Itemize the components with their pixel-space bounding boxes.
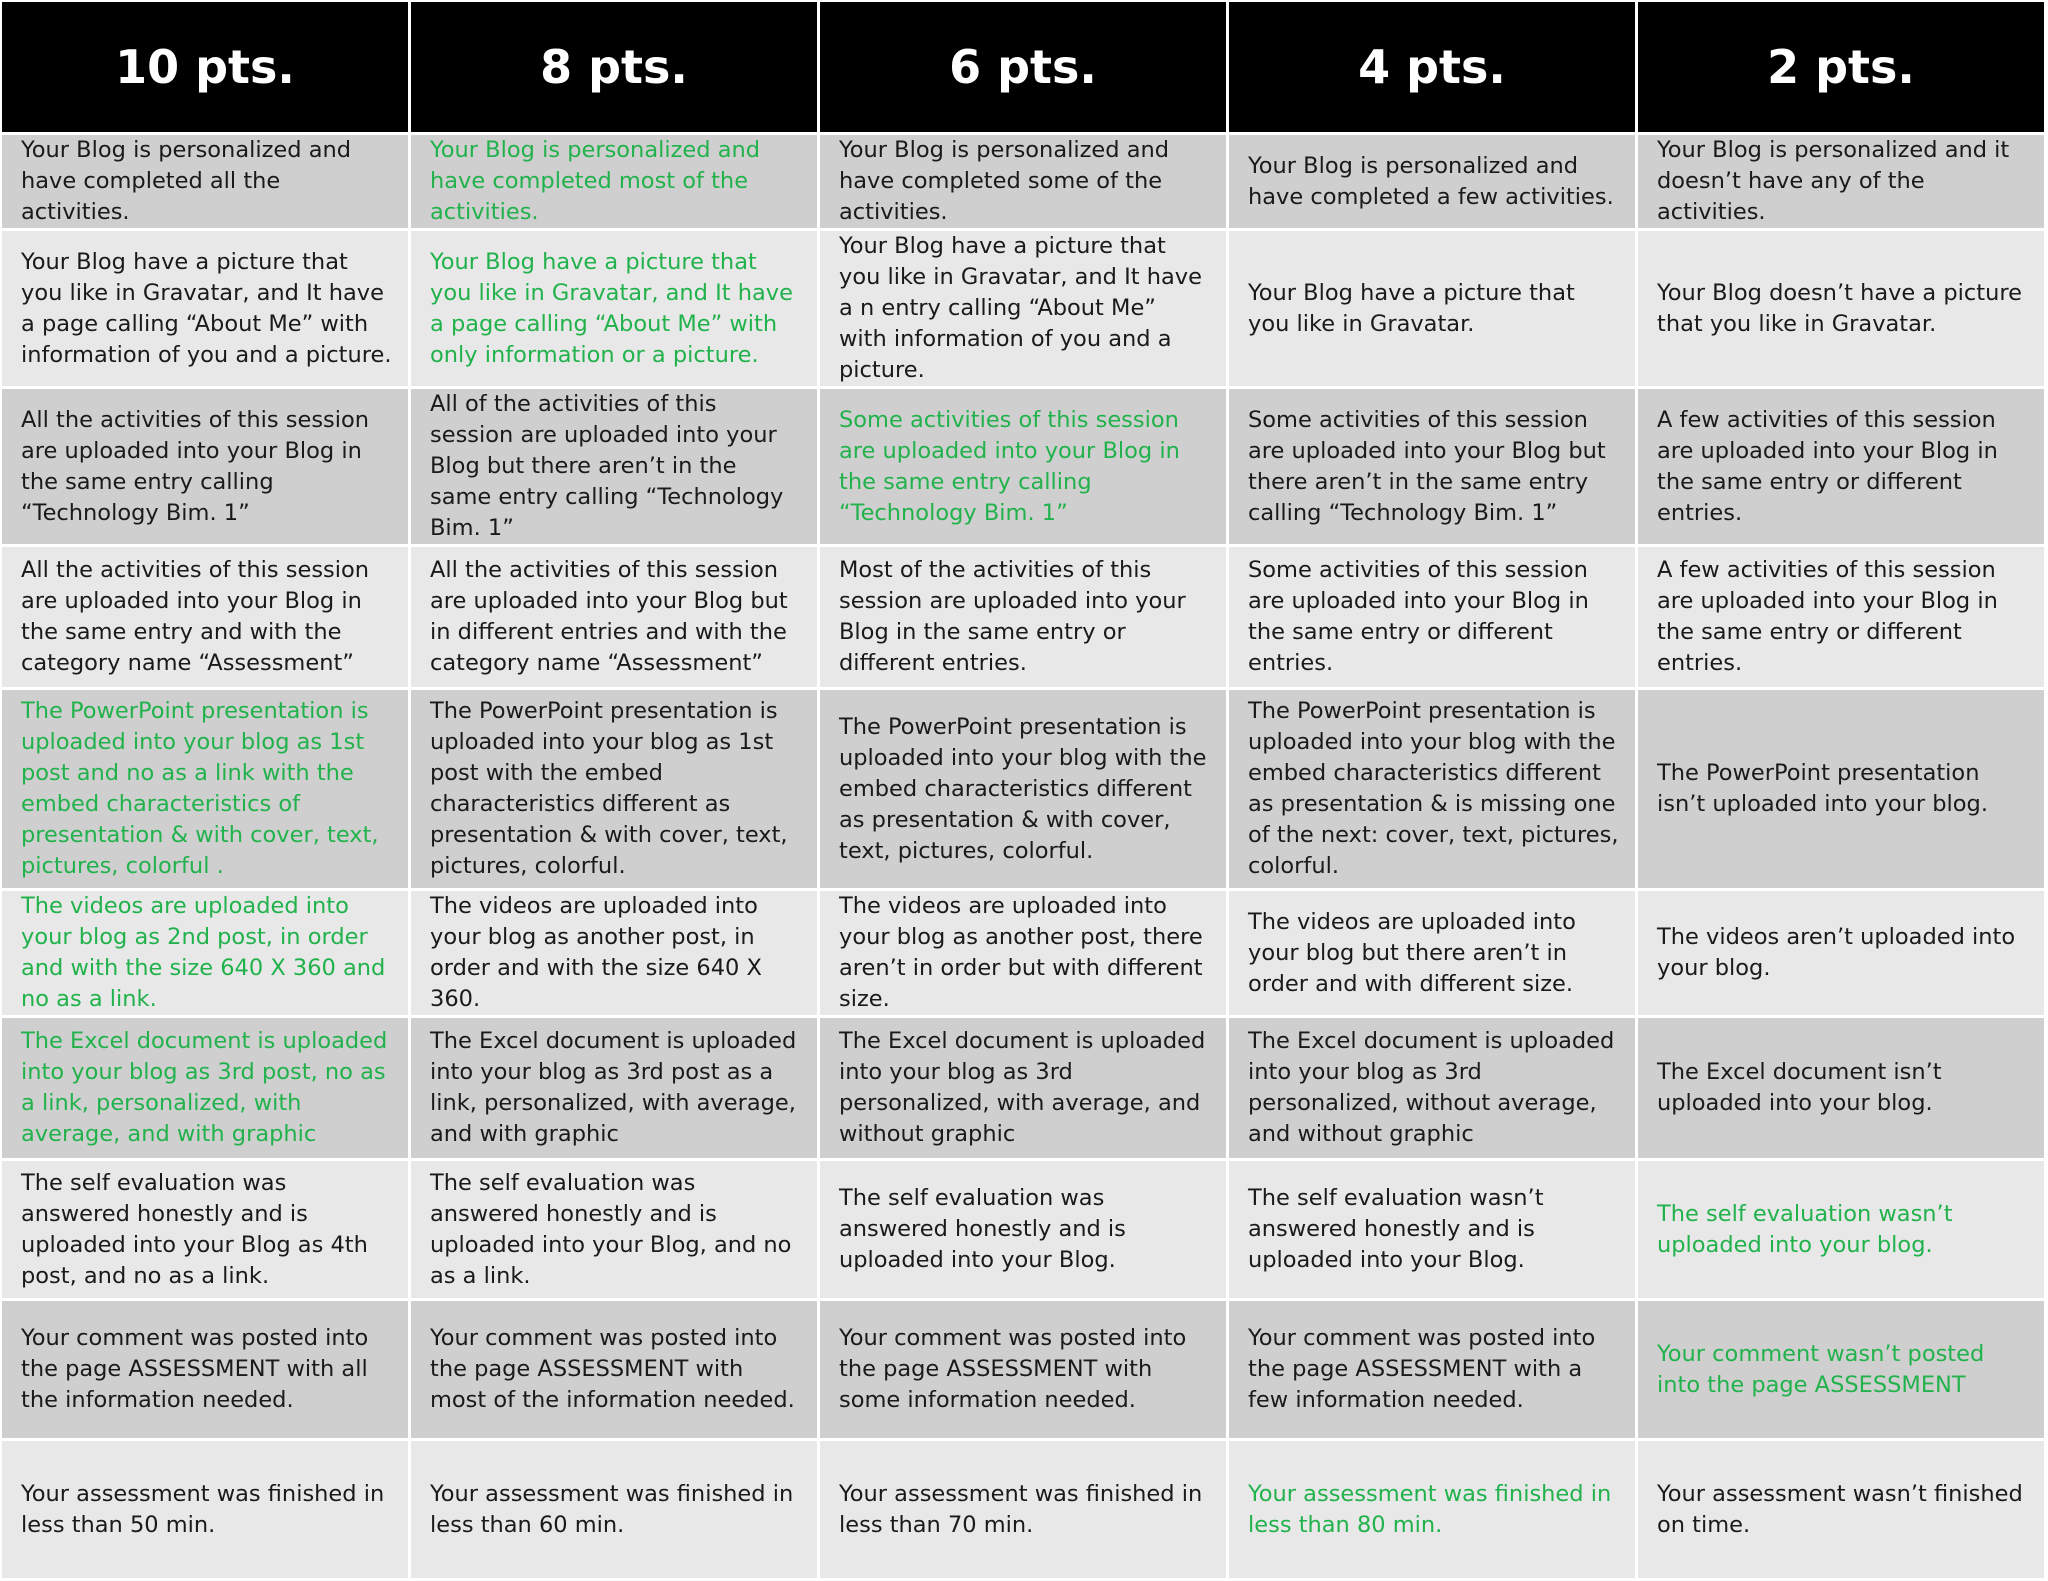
- header-10-pts: 10 pts.: [2, 2, 408, 132]
- criterion-cell: The Excel document is uploaded into your blog as 3rd personalized, without average, and without graphic: [1229, 1018, 1635, 1158]
- criterion-cell: Some activities of this session are uploaded into your Blog in the same entry or different entries.: [1229, 547, 1635, 687]
- header-2-pts: 2 pts.: [1638, 2, 2044, 132]
- criterion-cell: All the activities of this session are uploaded into your Blog in the same entry calling “Technology Bim. 1”: [2, 389, 408, 544]
- header-4-pts: 4 pts.: [1229, 2, 1635, 132]
- criterion-cell-highlighted: The videos are uploaded into your blog as 2nd post, in order and with the size 640 X 360 and no as a link.: [2, 891, 408, 1015]
- criterion-cell: All the activities of this session are uploaded into your Blog in the same entry and with the category name “Assessment”: [2, 547, 408, 687]
- criterion-cell: The self evaluation was answered honestly and is uploaded into your Blog, and no as a link.: [411, 1161, 817, 1298]
- table-row: [2, 1301, 2044, 1438]
- criterion-cell: The Excel document is uploaded into your blog as 3rd post as a link, personalized, with average, and with graphic: [411, 1018, 817, 1158]
- criterion-cell: The PowerPoint presentation is uploaded into your blog with the embed characteristics different as presentation & with cover, text, pictures, colorful.: [820, 690, 1226, 888]
- criterion-cell: Your Blog is personalized and it doesn’t have any of the activities.: [1638, 135, 2044, 228]
- criterion-cell: The self evaluation was answered honestly and is uploaded into your Blog.: [820, 1161, 1226, 1298]
- criterion-cell-highlighted: The Excel document is uploaded into your blog as 3rd post, no as a link, personalized, with average, and with graphic: [2, 1018, 408, 1158]
- table-row: [2, 1161, 2044, 1298]
- criterion-cell: A few activities of this session are uploaded into your Blog in the same entry or different entries.: [1638, 547, 2044, 687]
- criterion-cell: Some activities of this session are uploaded into your Blog but there aren’t in the same entry calling “Technology Bim. 1”: [1229, 389, 1635, 544]
- criterion-cell: Your Blog is personalized and have completed a few activities.: [1229, 135, 1635, 228]
- table-row: [2, 1018, 2044, 1158]
- criterion-cell: The self evaluation was answered honestly and is uploaded into your Blog as 4th post, and no as a link.: [2, 1161, 408, 1298]
- header-6-pts: 6 pts.: [820, 2, 1226, 132]
- criterion-cell: The PowerPoint presentation is uploaded into your blog as 1st post with the embed characteristics different as presentation & with cover, text, pictures, colorful.: [411, 690, 817, 888]
- table-row: [2, 891, 2044, 1015]
- criterion-cell: Your comment was posted into the page ASSESSMENT with all the information needed.: [2, 1301, 408, 1438]
- criterion-cell: Your Blog is personalized and have completed all the activities.: [2, 135, 408, 228]
- criterion-cell: Your Blog have a picture that you like in Gravatar, and It have a n entry calling “About Me” with information of you and a picture.: [820, 231, 1226, 386]
- criterion-cell: Your Blog have a picture that you like in Gravatar.: [1229, 231, 1635, 386]
- criterion-cell: Your Blog have a picture that you like in Gravatar, and It have a page calling “About Me” with information of you and a picture.: [2, 231, 408, 386]
- criterion-cell: A few activities of this session are uploaded into your Blog in the same entry or different entries.: [1638, 389, 2044, 544]
- criterion-cell: Your assessment was finished in less than 60 min.: [411, 1441, 817, 1578]
- table-row: [2, 690, 2044, 888]
- criterion-cell: Your comment was posted into the page ASSESSMENT with most of the information needed.: [411, 1301, 817, 1438]
- criterion-cell: All the activities of this session are uploaded into your Blog but in different entries and with the category name “Assessment”: [411, 547, 817, 687]
- criterion-cell-highlighted: Your Blog is personalized and have completed most of the activities.: [411, 135, 817, 228]
- criterion-cell: Your assessment was finished in less than 70 min.: [820, 1441, 1226, 1578]
- criterion-cell: Your assessment wasn’t finished on time.: [1638, 1441, 2044, 1578]
- criterion-cell: Your comment was posted into the page ASSESSMENT with a few information needed.: [1229, 1301, 1635, 1438]
- criterion-cell-highlighted: Your assessment was finished in less than 80 min.: [1229, 1441, 1635, 1578]
- criterion-cell-highlighted: The self evaluation wasn’t uploaded into your blog.: [1638, 1161, 2044, 1298]
- criterion-cell: The videos aren’t uploaded into your blog.: [1638, 891, 2044, 1015]
- header-8-pts: 8 pts.: [411, 2, 817, 132]
- criterion-cell-highlighted: Your comment wasn’t posted into the page ASSESSMENT: [1638, 1301, 2044, 1438]
- criterion-cell: Most of the activities of this session are uploaded into your Blog in the same entry or different entries.: [820, 547, 1226, 687]
- criterion-cell-highlighted: Your Blog have a picture that you like in Gravatar, and It have a page calling “About Me” with only information or a picture.: [411, 231, 817, 386]
- criterion-cell: All of the activities of this session are uploaded into your Blog but there aren’t in the same entry calling “Technology Bim. 1”: [411, 389, 817, 544]
- table-row: [2, 547, 2044, 687]
- criterion-cell: The Excel document isn’t uploaded into your blog.: [1638, 1018, 2044, 1158]
- criterion-cell-highlighted: Some activities of this session are uploaded into your Blog in the same entry calling “Technology Bim. 1”: [820, 389, 1226, 544]
- criterion-cell: The PowerPoint presentation isn’t uploaded into your blog.: [1638, 690, 2044, 888]
- criterion-cell: Your Blog doesn’t have a picture that you like in Gravatar.: [1638, 231, 2044, 386]
- criterion-cell-highlighted: The PowerPoint presentation is uploaded into your blog as 1st post and no as a link with the embed characteristics of presentation & with cover, text, pictures, colorful .: [2, 690, 408, 888]
- criterion-cell: The Excel document is uploaded into your blog as 3rd personalized, with average, and without graphic: [820, 1018, 1226, 1158]
- criterion-cell: Your assessment was finished in less than 50 min.: [2, 1441, 408, 1578]
- criterion-cell: The self evaluation wasn’t answered honestly and is uploaded into your Blog.: [1229, 1161, 1635, 1298]
- criterion-cell: The PowerPoint presentation is uploaded into your blog with the embed characteristics different as presentation & is missing one of the next: cover, text, pictures, colorful.: [1229, 690, 1635, 888]
- criterion-cell: The videos are uploaded into your blog as another post, there aren’t in order but with different size.: [820, 891, 1226, 1015]
- header-row: [2, 2, 2044, 132]
- table-row: [2, 1441, 2044, 1578]
- criterion-cell: The videos are uploaded into your blog but there aren’t in order and with different size.: [1229, 891, 1635, 1015]
- criterion-cell: Your comment was posted into the page ASSESSMENT with some information needed.: [820, 1301, 1226, 1438]
- table-row: [2, 135, 2044, 228]
- table-row: [2, 231, 2044, 386]
- criterion-cell: The videos are uploaded into your blog as another post, in order and with the size 640 X 360.: [411, 891, 817, 1015]
- table-row: [2, 389, 2044, 544]
- criterion-cell: Your Blog is personalized and have completed some of the activities.: [820, 135, 1226, 228]
